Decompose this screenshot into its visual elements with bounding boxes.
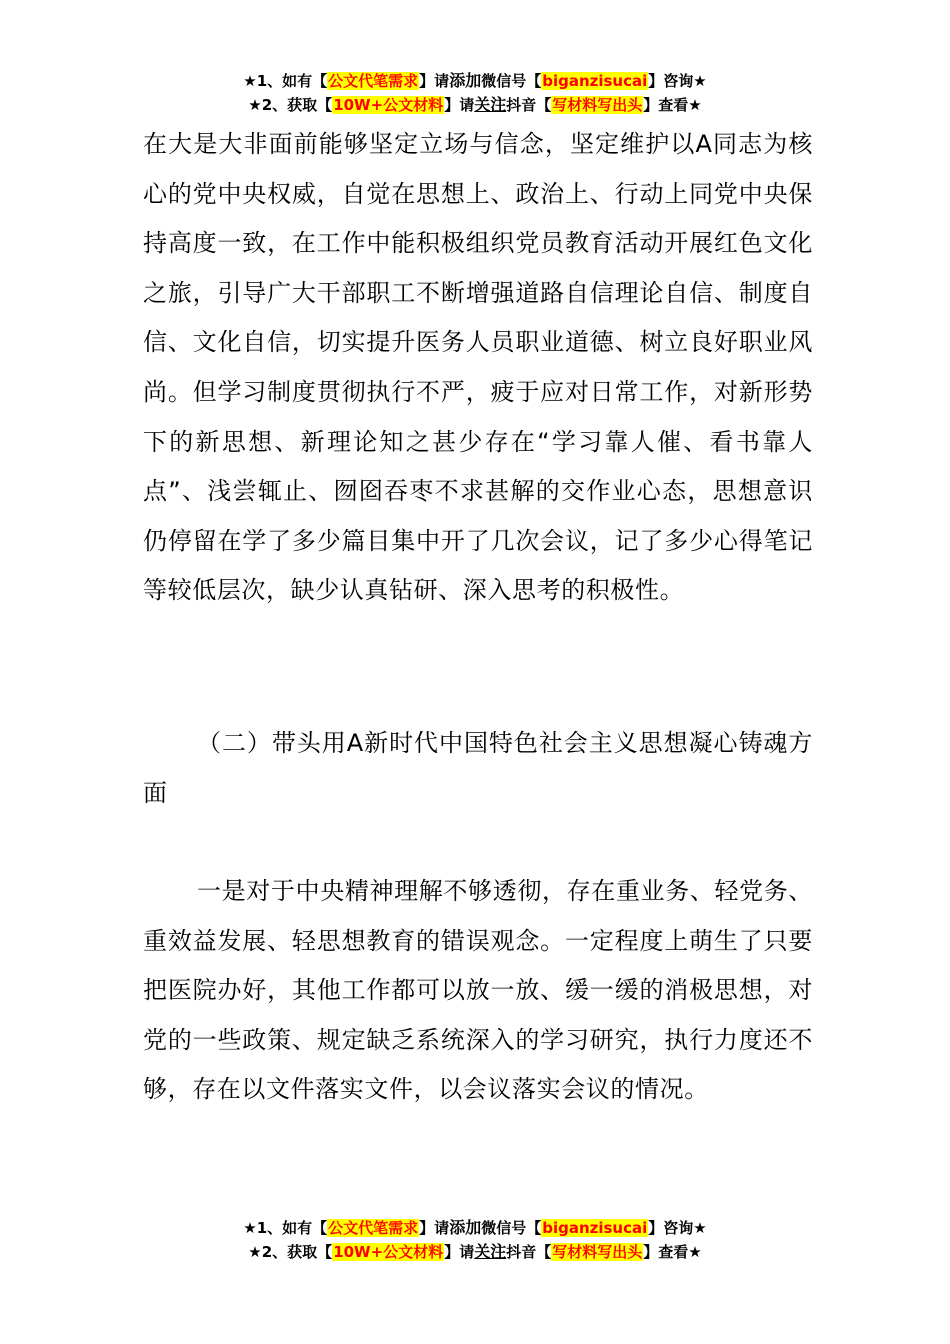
promo-text: 】请 (444, 96, 475, 114)
promo-line-1 (0, 69, 950, 93)
promo-text: ★2、获取【 (248, 96, 333, 114)
header-promo-banner (0, 69, 950, 117)
body-paragraph: 一是对于中央精神理解不够透彻，存在重业务、轻党务、重效益发展、轻思想教育的错误观念。一定程度上萌生了只要把医院办好，其他工作都可以放一放、缓一缓的消极思想，对党的一些政策、规定缺乏系统深入的学习研究，执行力度还不够，存在以文件落实文件，以会议落实会议的情况。 (143, 877, 813, 1104)
promo-emphasis: 关注 (474, 1242, 507, 1261)
promo-highlight: 公文代笔需求 (328, 72, 419, 90)
promo-text: ★2、获取【 (248, 1243, 333, 1261)
footer-promo-banner (0, 1216, 950, 1264)
promo-line-2 (0, 1240, 950, 1264)
promo-emphasis: 添加 (449, 1218, 482, 1237)
promo-text: 】请 (419, 72, 450, 90)
promo-text: 微信号【 (481, 72, 542, 90)
promo-text: ★1、如有【 (243, 1219, 328, 1237)
promo-text: 微信号【 (481, 1219, 542, 1237)
promo-highlight: 公文代笔需求 (328, 1219, 419, 1237)
promo-text: ★1、如有【 (243, 72, 328, 90)
promo-highlight: 10W+公文材料 (333, 96, 444, 114)
promo-text: 】请 (419, 1219, 450, 1237)
promo-text: 】查看★ (643, 1243, 702, 1261)
promo-text: 】查看★ (643, 96, 702, 114)
promo-highlight-douyin: 写材料写出头 (552, 1243, 643, 1261)
promo-emphasis: 添加 (449, 71, 482, 90)
promo-line-2 (0, 93, 950, 117)
promo-line-1 (0, 1216, 950, 1240)
promo-highlight-wechat-id: biganzisucai (542, 1219, 648, 1237)
promo-text: 】咨询★ (648, 1219, 707, 1237)
promo-highlight-wechat-id: biganzisucai (542, 72, 648, 90)
body-paragraph: 在大是大非面前能够坚定立场与信念，坚定维护以A同志为核心的党中央权威，自觉在思想上、政治上、行动上同党中央保持高度一致，在工作中能积极组织党员教育活动开展红色文化之旅，引导广大干部职工不断增强道路自信理论自信、制度自信、文化自信，切实提升医务人员职业道德、树立良好职业风尚。但学习制度贯彻执行不严，疲于应对日常工作，对新形势下的新思想、新理论知之甚少存在“学习靠人催、看书靠人点”、浅尝辄止、囫囵吞枣不求甚解的交作业心态，思想意识仍停留在学了多少篇目集中开了几次会议，记了多少心得笔记等较低层次，缺少认真钻研、深入思考的积极性。 (143, 130, 813, 605)
promo-text: 抖音【 (506, 1243, 552, 1261)
promo-text: 抖音【 (506, 96, 552, 114)
promo-highlight-douyin: 写材料写出头 (552, 96, 643, 114)
promo-emphasis: 关注 (474, 95, 507, 114)
promo-text: 】咨询★ (648, 72, 707, 90)
promo-text: 】请 (444, 1243, 475, 1261)
section-heading: （二）带头用A新时代中国特色社会主义思想凝心铸魂方面 (143, 729, 813, 807)
promo-highlight: 10W+公文材料 (333, 1243, 444, 1261)
